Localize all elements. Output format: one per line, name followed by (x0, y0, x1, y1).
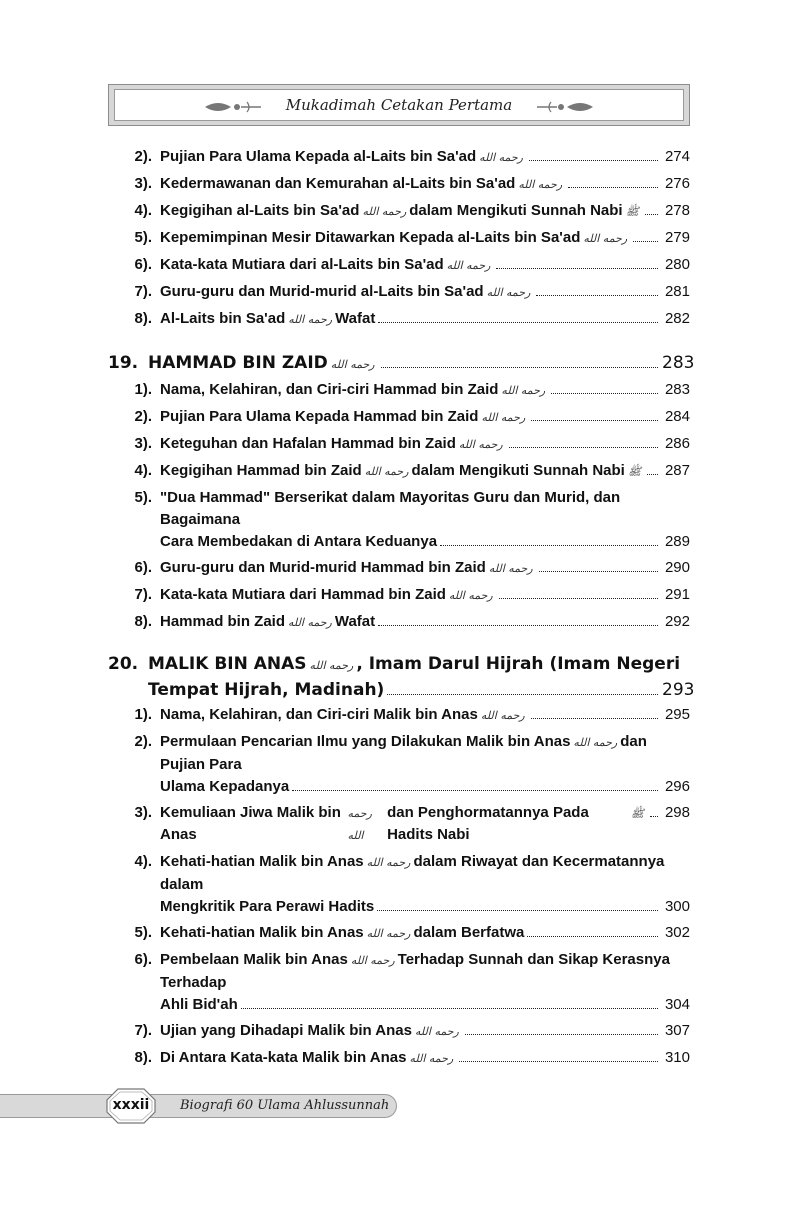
honorific-glyph: رحمه الله (288, 616, 332, 629)
entry-title-cont: dalam Mengikuti Sunnah Nabi (411, 462, 625, 479)
header-title: Mukadimah Cetakan Pertama (285, 96, 513, 114)
entry-title: Pembelaan Malik bin Anas (160, 951, 348, 968)
dot-leader (378, 625, 658, 626)
entry-title: Keteguhan dan Hafalan Hammad bin Zaid (160, 435, 456, 452)
entry-number: 4). (134, 853, 152, 870)
dot-leader (465, 1034, 658, 1035)
entry-title-cont: dan Penghormatannya Pada Hadits Nabi (387, 804, 589, 843)
honorific-glyph: رحمه الله (350, 954, 395, 967)
dot-leader (378, 322, 658, 323)
honorific-glyph: رحمه الله (366, 856, 411, 869)
section-number: 20. (108, 654, 139, 674)
toc-entry[interactable] (108, 922, 690, 945)
page-number: 300 (664, 898, 690, 915)
entry-title: Kepemimpinan Mesir Ditawarkan Kepada al-Laits bin Sa'ad (160, 229, 581, 246)
dot-leader (633, 241, 658, 242)
page-number: 286 (664, 435, 690, 452)
page-number: 291 (664, 586, 690, 603)
honorific-glyph: رحمه الله (583, 232, 628, 245)
toc-entry[interactable] (108, 460, 690, 483)
dot-leader (509, 447, 658, 448)
entry-number: 2). (134, 408, 152, 425)
entry-number: 1). (134, 706, 152, 723)
page-number: 310 (664, 1049, 690, 1066)
toc-entry[interactable] (108, 308, 690, 331)
dot-leader (496, 268, 658, 269)
dot-leader (650, 816, 658, 817)
entry-title: Nama, Kelahiran, dan Ciri-ciri Hammad bin Zaid (160, 381, 499, 398)
page-number: 281 (664, 283, 690, 300)
honorific-glyph: رحمه الله (481, 411, 526, 424)
section-title: MALIK BIN ANAS (148, 654, 307, 674)
entry-title: Kata-kata Mutiara dari al-Laits bin Sa'ad (160, 256, 444, 273)
honorific-glyph: رحمه الله (479, 151, 523, 164)
honorific-nabi-glyph: ﷺ (630, 807, 644, 820)
dot-leader (459, 1061, 658, 1062)
entry-title-cont: Wafat (335, 310, 376, 327)
entry-title-cont: dalam Riwayat dan Kecermatannya dalam (160, 853, 665, 893)
floral-ornament-icon (535, 97, 595, 117)
page-number: 274 (664, 148, 690, 165)
toc-entry[interactable] (108, 281, 690, 304)
page-number: 280 (664, 256, 690, 273)
dot-leader (499, 598, 658, 599)
entry-title-cont: Ahli Bid'ah (160, 996, 238, 1013)
honorific-glyph: رحمه الله (486, 286, 531, 299)
page-number: 283 (664, 381, 690, 398)
entry-number: 5). (134, 489, 152, 506)
page-number: 284 (664, 408, 690, 425)
entry-title-cont: dan Pujian Para (160, 733, 647, 773)
entry-title: Permulaan Pencarian Ilmu yang Dilakukan Malik bin Anas (160, 733, 571, 750)
page-number: 287 (664, 462, 690, 479)
toc-entry[interactable] (108, 851, 690, 918)
honorific-glyph: رحمه الله (448, 589, 493, 602)
honorific-glyph: رحمه الله (364, 465, 409, 478)
entry-title: Kegigihan al-Laits bin Sa'ad (160, 202, 360, 219)
entry-number: 7). (134, 283, 152, 300)
page-number: 289 (664, 533, 690, 550)
dot-leader (529, 160, 658, 161)
honorific-glyph: رحمه الله (518, 178, 563, 191)
entry-number: 5). (134, 229, 152, 246)
toc-entry[interactable] (108, 1020, 690, 1043)
honorific-glyph: رحمه الله (458, 438, 503, 451)
page-number: 293 (662, 680, 695, 700)
entry-number: 3). (134, 175, 152, 192)
page-number: 304 (664, 996, 690, 1013)
folio-number: xxxii (112, 1097, 150, 1113)
entry-title: Kehati-hatian Malik bin Anas (160, 924, 364, 941)
entry-number: 6). (134, 559, 152, 576)
entry-title: Pujian Para Ulama Kepada Hammad bin Zaid (160, 408, 479, 425)
page-number: 307 (664, 1022, 690, 1039)
entry-number: 3). (134, 435, 152, 452)
page-number: 296 (664, 778, 690, 795)
entry-title: Kedermawanan dan Kemurahan al-Laits bin Sa'ad (160, 175, 516, 192)
honorific-glyph: رحمه الله (288, 313, 333, 326)
entry-title-cont: Mengkritik Para Perawi Hadits (160, 898, 375, 915)
honorific-glyph: رحمه الله (573, 736, 618, 749)
toc-entry[interactable] (108, 1047, 690, 1070)
page-number: 279 (664, 229, 690, 246)
toc-entry[interactable] (108, 254, 690, 277)
honorific-glyph: رحمه الله (330, 358, 375, 371)
page-number: 302 (664, 924, 690, 941)
toc-entry[interactable] (108, 379, 690, 402)
page-number: 278 (664, 202, 690, 219)
dot-leader (440, 545, 658, 546)
entry-title: Kehati-hatian Malik bin Anas (160, 853, 364, 870)
entry-title: Ujian yang Dihadapi Malik bin Anas (160, 1022, 412, 1039)
entry-title-cont: Cara Membedakan di Antara Keduanya (160, 533, 438, 550)
toc-entry[interactable] (108, 406, 690, 429)
entry-title: Al-Laits bin Sa'ad (160, 310, 286, 327)
dot-leader (387, 694, 658, 695)
entry-number: 8). (134, 613, 152, 630)
entry-title: Kegigihan Hammad bin Zaid (160, 462, 362, 479)
honorific-glyph: رحمه الله (501, 384, 546, 397)
toc-entry[interactable] (108, 433, 690, 456)
honorific-glyph: رحمه الله (362, 205, 407, 218)
entry-title-cont: dalam Berfatwa (413, 924, 525, 941)
entry-number: 6). (134, 951, 152, 968)
running-header (108, 84, 690, 126)
section-number: 19. (108, 353, 139, 373)
entry-title: Di Antara Kata-kata Malik bin Anas (160, 1049, 407, 1066)
toc-entry[interactable] (108, 611, 690, 634)
entry-number: 8). (134, 310, 152, 327)
dot-leader (645, 214, 658, 215)
toc-entry[interactable] (108, 146, 690, 169)
entry-title-cont: Wafat (334, 613, 376, 630)
dot-leader (539, 571, 658, 572)
toc-entry[interactable] (108, 949, 690, 1016)
toc-entry[interactable] (108, 802, 690, 847)
toc-section-heading[interactable] (108, 351, 695, 377)
dot-leader (377, 910, 658, 911)
honorific-glyph: رحمه الله (446, 259, 491, 272)
entry-title: Pujian Para Ulama Kepada al-Laits bin Sa'ad (160, 148, 477, 165)
page-number: 295 (664, 706, 690, 723)
page-number: 283 (662, 353, 695, 373)
entry-title: Guru-guru dan Murid-murid al-Laits bin Sa'ad (160, 283, 484, 300)
dot-leader (551, 393, 658, 394)
entry-number: 1). (134, 381, 152, 398)
entry-number: 4). (134, 202, 152, 219)
page-number: 298 (664, 804, 690, 821)
entry-number: 7). (134, 586, 152, 603)
dot-leader (647, 474, 658, 475)
honorific-glyph: رحمه الله (309, 659, 354, 672)
section-title-cont: , Imam Darul Hijrah (Imam Negeri (356, 654, 681, 674)
entry-title-cont: dalam Mengikuti Sunnah Nabi (409, 202, 623, 219)
entry-title-cont: Ulama Kepadanya (160, 778, 290, 795)
toc-entry[interactable] (108, 584, 690, 607)
entry-number: 6). (134, 256, 152, 273)
section-title-cont: Tempat Hijrah, Madinah) (148, 680, 385, 700)
toc-entry[interactable] (108, 704, 690, 727)
entry-title: Hammad bin Zaid (160, 613, 286, 630)
entry-number: 2). (134, 148, 152, 165)
entry-number: 5). (134, 924, 152, 941)
dot-leader (568, 187, 658, 188)
entry-number: 7). (134, 1022, 152, 1039)
dot-leader (531, 420, 658, 421)
footer-book-title: Biografi 60 Ulama Ahlussunnah (180, 1098, 390, 1113)
page-number: 292 (664, 613, 690, 630)
honorific-glyph: رحمه الله (409, 1052, 454, 1065)
entry-title: "Dua Hammad" Berserikat dalam Mayoritas Guru dan Murid, dan Bagaimana (160, 489, 621, 528)
page-number: 290 (664, 559, 690, 576)
section-title: HAMMAD BIN ZAID (148, 353, 328, 373)
toc-entry[interactable] (108, 487, 690, 553)
running-footer (0, 1088, 397, 1124)
dot-leader (292, 790, 658, 791)
dot-leader (527, 936, 658, 937)
table-of-contents (108, 146, 695, 1074)
header-frame (114, 89, 684, 121)
dot-leader (241, 1008, 658, 1009)
entry-number: 4). (134, 462, 152, 479)
entry-title: Guru-guru dan Murid-murid Hammad bin Zaid (160, 559, 486, 576)
entry-title-cont: Terhadap Sunnah dan Sikap Kerasnya Terhadap (160, 951, 670, 991)
entry-title: Nama, Kelahiran, dan Ciri-ciri Malik bin Anas (160, 706, 478, 723)
entry-number: 3). (134, 804, 152, 821)
toc-entry[interactable] (108, 173, 690, 196)
honorific-glyph: رحمه الله (480, 709, 525, 722)
dot-leader (536, 295, 658, 296)
page-number: 282 (664, 310, 690, 327)
honorific-glyph: رحمه الله (347, 807, 372, 842)
toc-entry[interactable] (108, 557, 690, 580)
page-number: 276 (664, 175, 690, 192)
entry-title: Kata-kata Mutiara dari Hammad bin Zaid (160, 586, 446, 603)
toc-entry[interactable] (108, 227, 690, 250)
honorific-glyph: رحمه الله (488, 562, 533, 575)
entry-number: 2). (134, 733, 152, 750)
dot-leader (381, 367, 658, 368)
toc-entry[interactable] (108, 731, 690, 798)
honorific-glyph: رحمه الله (366, 927, 411, 940)
honorific-nabi-glyph: ﷺ (625, 205, 639, 218)
honorific-nabi-glyph: ﷺ (627, 465, 642, 478)
entry-number: 8). (134, 1049, 152, 1066)
toc-entry[interactable] (108, 200, 690, 223)
honorific-glyph: رحمه الله (415, 1025, 459, 1038)
toc-section-heading[interactable] (108, 652, 695, 702)
dot-leader (531, 718, 658, 719)
entry-title: Kemuliaan Jiwa Malik bin Anas (160, 804, 341, 843)
